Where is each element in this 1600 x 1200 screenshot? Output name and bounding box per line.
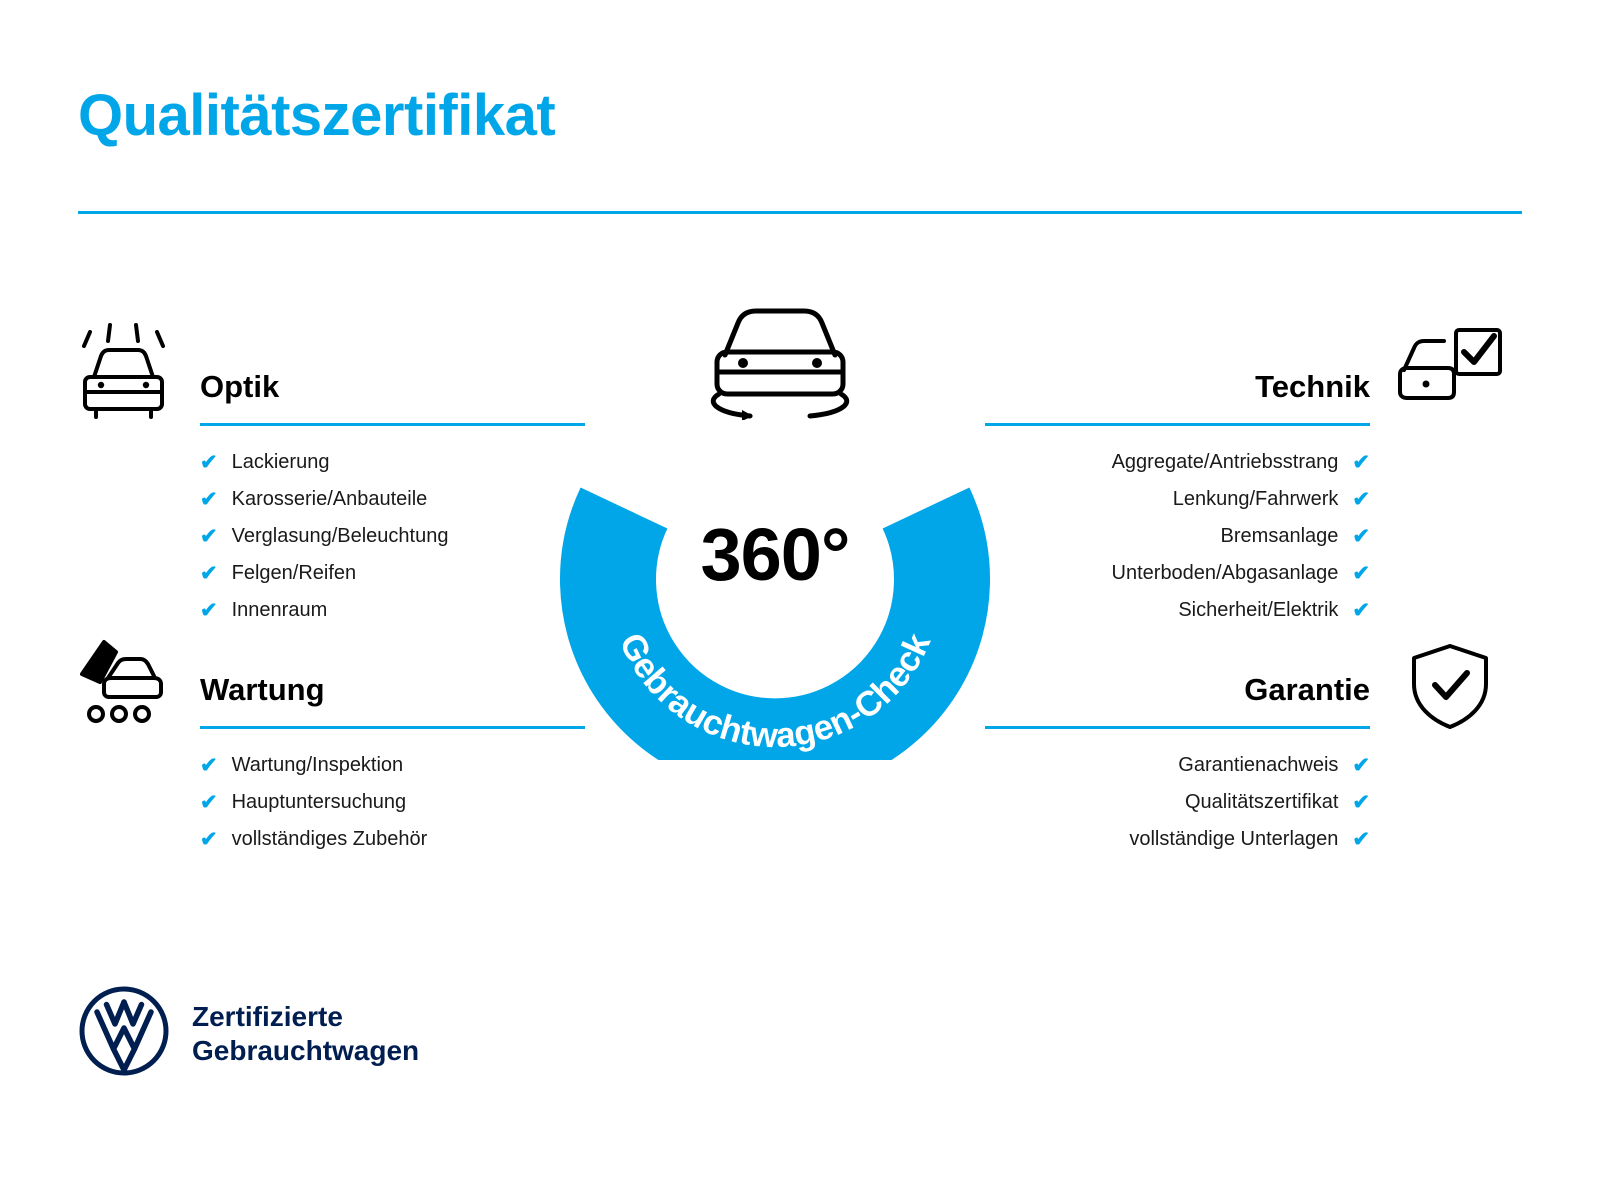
list-item-label: Hauptuntersuchung [231, 791, 407, 813]
check-icon: ✔ [200, 754, 218, 777]
list-item-label: Karosserie/Anbauteile [231, 488, 428, 510]
section-title-technik: Technik [1255, 369, 1370, 404]
section-divider [985, 726, 1370, 729]
list-item [200, 444, 585, 481]
list-item [200, 555, 585, 592]
list-item [985, 784, 1370, 821]
checklist-optik [200, 444, 585, 629]
check-icon: ✔ [1352, 451, 1370, 474]
section-header [985, 673, 1370, 729]
section-header [200, 370, 585, 426]
list-item [985, 518, 1370, 555]
car-checklist-icon [1396, 322, 1506, 427]
list-item-label: Aggregate/Antriebsstrang [1111, 451, 1339, 473]
checklist-garantie [985, 747, 1370, 858]
footer-text [192, 1000, 419, 1068]
list-item-label: Garantienachweis [1178, 754, 1339, 776]
list-item [985, 747, 1370, 784]
section-optik [200, 370, 585, 629]
list-item-label: vollständiges Zubehör [231, 828, 428, 850]
badge-center-text: 360° [700, 513, 850, 596]
list-item-label: Verglasung/Beleuchtung [231, 525, 449, 547]
gebrauchtwagen-check-badge [560, 300, 990, 760]
check-icon: ✔ [200, 525, 218, 548]
check-icon: ✔ [200, 828, 218, 851]
footer-line-1: Zertifizierte [192, 1000, 343, 1032]
check-icon: ✔ [200, 488, 218, 511]
list-item [985, 444, 1370, 481]
check-icon: ✔ [200, 562, 218, 585]
section-header [200, 673, 585, 729]
section-garantie [985, 673, 1370, 858]
section-title-garantie: Garantie [1244, 672, 1370, 707]
list-item [985, 592, 1370, 629]
list-item [985, 481, 1370, 518]
section-technik [985, 370, 1370, 629]
list-item [200, 481, 585, 518]
checklist-wartung [200, 747, 585, 858]
list-item [200, 592, 585, 629]
header-divider [78, 211, 1522, 214]
check-icon: ✔ [200, 791, 218, 814]
footer-brand [78, 985, 419, 1082]
list-item [200, 747, 585, 784]
section-divider [200, 423, 585, 426]
check-icon: ✔ [1352, 754, 1370, 777]
section-title-wartung: Wartung [200, 672, 325, 707]
check-icon: ✔ [1352, 828, 1370, 851]
list-item-label: Felgen/Reifen [231, 562, 357, 584]
list-item-label: Innenraum [231, 599, 328, 621]
list-item-label: Lenkung/Fahrwerk [1172, 488, 1339, 510]
list-item-label: Qualitätszertifikat [1185, 791, 1339, 813]
check-icon: ✔ [200, 451, 218, 474]
vw-logo [78, 985, 170, 1082]
check-icon: ✔ [1352, 525, 1370, 548]
section-wartung [200, 673, 585, 858]
list-item-label: Bremsanlage [1220, 525, 1339, 547]
check-icon: ✔ [1352, 599, 1370, 622]
footer-line-2: Gebrauchtwagen [192, 1034, 420, 1066]
check-icon: ✔ [200, 599, 218, 622]
shield-check-icon [1404, 640, 1496, 737]
list-item-label: vollständige Unterlagen [1129, 828, 1339, 850]
section-divider [200, 726, 585, 729]
list-item [985, 555, 1370, 592]
list-item [200, 784, 585, 821]
section-header [985, 370, 1370, 426]
list-item [985, 821, 1370, 858]
section-divider [985, 423, 1370, 426]
list-item-label: Sicherheit/Elektrik [1178, 599, 1339, 621]
check-icon: ✔ [1352, 562, 1370, 585]
car-lift-icon [74, 630, 174, 735]
list-item-label: Wartung/Inspektion [231, 754, 404, 776]
arc-label: Gebrauchtwagen-Check [611, 627, 939, 756]
list-item [200, 518, 585, 555]
check-icon: ✔ [1352, 488, 1370, 511]
car-front-shine-icon [74, 322, 174, 432]
list-item-label: Lackierung [231, 451, 330, 473]
list-item [200, 821, 585, 858]
page-title: Qualitätszertifikat [78, 83, 556, 148]
list-item-label: Unterboden/Abgasanlage [1111, 562, 1339, 584]
checklist-technik [985, 444, 1370, 629]
check-icon: ✔ [1352, 791, 1370, 814]
section-title-optik: Optik [200, 369, 280, 404]
